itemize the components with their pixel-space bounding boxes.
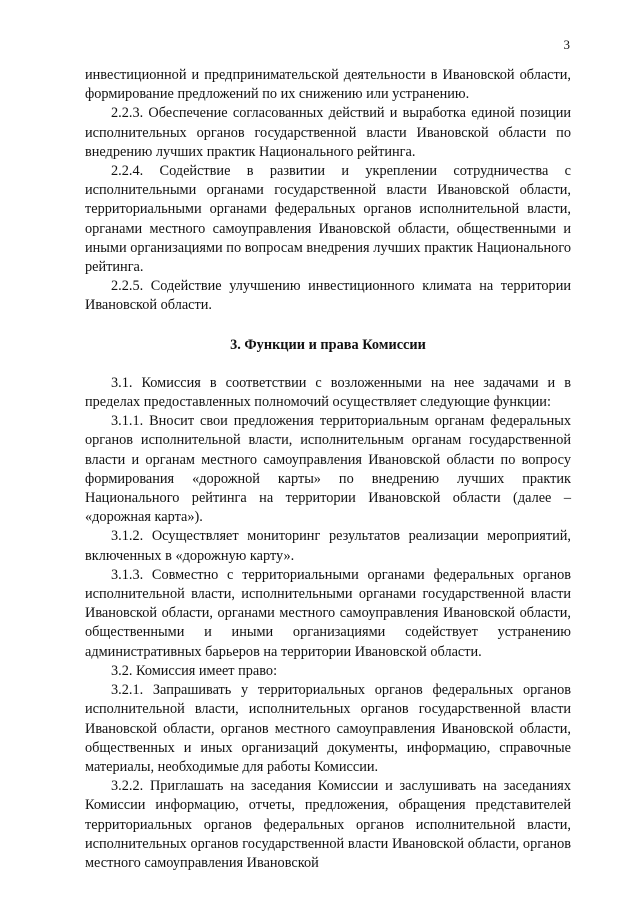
paragraph-3-1-1: 3.1.1. Вносит свои предложения территориальным органам федеральных органов исполнительной власти, исполнительным органам государственной власти и органам местного самоуправления Ивановской области по вопросу формирования «дорожной карты» по внедрению лучших практик Национального рейтинга на территории Ивановской области (далее – «дорожная карта»). [85, 413, 571, 526]
paragraph-3-1-2: 3.1.2. Осуществляет мониторинг результатов реализации мероприятий, включенных в «дорожную карту». [85, 528, 571, 564]
paragraph-continuation: инвестиционной и предпринимательской деятельности в Ивановской области, формирование предложений по их снижению или устранению. [85, 67, 571, 103]
paragraph-2-2-3: 2.2.3. Обеспечение согласованных действий и выработка единой позиции исполнительных органов государственной власти Ивановской области по внедрению лучших практик Национального рейтинга. [85, 105, 571, 160]
section-heading: 3. Функции и права Комиссии [230, 336, 426, 353]
paragraph-3-1-3: 3.1.3. Совместно с территориальными органами федеральных органов исполнительной власти, исполнительными органами государственной власти Ивановской области, органами местного самоуправления Ивановской области, общественными и иными организациями содействует устранению административных барьеров на территории Ивановской области. [85, 566, 571, 660]
paragraph-2-2-5: 2.2.5. Содействие улучшению инвестиционного климата на территории Ивановской области. [85, 278, 571, 314]
paragraph-3-1: 3.1. Комиссия в соответствии с возложенными на нее задачами и в пределах предоставленных полномочий осуществляет следующие функции: [85, 374, 571, 411]
paragraph-3-2: 3.2. Комиссия имеет право: [111, 662, 278, 679]
paragraph-3-2-2: 3.2.2. Приглашать на заседания Комиссии и заслушивать на заседаниях Комиссии информацию, отчеты, предложения, обращения представителей территориальных органов федеральных органов исполнительной власти, исполнительных органов государственной власти Ивановской области, органов местного самоуправления Ивановской [85, 778, 571, 871]
page-number: 3 [563, 37, 570, 52]
paragraph-2-2-4: 2.2.4. Содействие в развитии и укреплении сотрудничества с исполнительными органами государственной власти Ивановской области, территориальными органами федеральных органов исполнительной власти, органами местного самоуправления Ивановской области, общественными и иными организациями по вопросам внедрения лучших практик Национального рейтинга. [85, 163, 571, 276]
document-body [85, 66, 571, 873]
paragraph-3-2-1: 3.2.1. Запрашивать у территориальных органов федеральных органов исполнительной власти, исполнительных органов государственной власти Ивановской области, органов местного самоуправления Ивановской области, общественных и иных организаций документы, информацию, справочные материалы, необходимые для работы Комиссии. [85, 682, 571, 775]
